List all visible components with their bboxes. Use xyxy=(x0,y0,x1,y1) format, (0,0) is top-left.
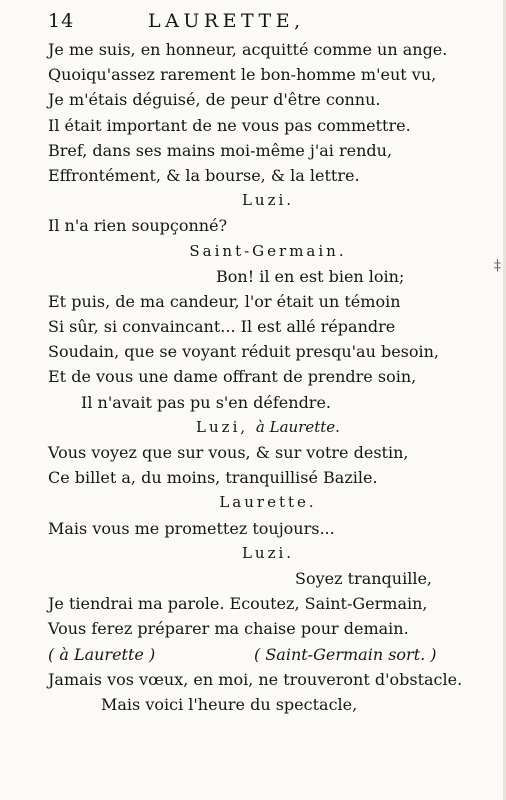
verse-line: Et puis, de ma candeur, l'or était un témoin xyxy=(48,291,401,311)
speaker-laurette: Laurette. xyxy=(219,493,317,512)
verse-line: Bon! il en est bien loin; xyxy=(216,266,405,286)
verse-line: Quoiqu'assez rarement le bon-homme m'eut vu, xyxy=(48,65,437,85)
verse-line: Il n'a rien soupçonné? xyxy=(48,216,228,236)
page-header xyxy=(0,10,506,36)
running-title: LAURETTE, xyxy=(148,10,305,32)
speaker-luzi: Luzi. xyxy=(241,191,295,210)
stage-direction-sort: ( Saint-Germain sort. ) xyxy=(254,644,437,664)
verse-line: Ce billet a, du moins, tranquillisé Bazile. xyxy=(48,468,378,488)
speaker-saint-germain: Saint-Germain. xyxy=(189,241,347,260)
stage-direction: à Laurette. xyxy=(255,417,340,436)
verse-line: Bref, dans ses mains moi-même j'ai rendu, xyxy=(48,140,393,160)
verse-text xyxy=(0,37,506,717)
margin-mark: ‡ xyxy=(494,258,501,274)
verse-line: Mais voici l'heure du spectacle, xyxy=(101,694,358,714)
verse-line: Effrontément, & la bourse, & la lettre. xyxy=(48,165,360,185)
verse-line: Jamais vos vœux, en moi, ne trouveront d'obstacle. xyxy=(48,669,463,689)
verse-line: Il était important de ne vous pas commettre. xyxy=(48,115,411,135)
speaker-name: Luzi, xyxy=(196,417,249,436)
verse-line: Vous voyez que sur vous, & sur votre destin, xyxy=(48,443,409,462)
verse-line: Je tiendrai ma parole. Ecoutez, Saint-Germain, xyxy=(48,594,428,614)
verse-line: Il n'avait pas pu s'en défendre. xyxy=(81,392,332,412)
verse-line: Je m'étais déguisé, de peur d'être connu. xyxy=(48,90,381,110)
verse-line: Si sûr, si convaincant... Il est allé répandre xyxy=(48,317,396,337)
verse-line: Vous ferez préparer ma chaise pour demain. xyxy=(48,619,409,639)
verse-line: Je me suis, en honneur, acquitté comme un ange. xyxy=(48,40,448,59)
verse-line: Soudain, que se voyant réduit presqu'au besoin, xyxy=(48,342,440,362)
stage-direction-line xyxy=(0,642,506,667)
verse-line: Soyez tranquille, xyxy=(295,568,432,588)
stage-direction-a-laurette: ( à Laurette ) xyxy=(48,644,156,664)
page-number: 14 xyxy=(48,10,75,32)
verse-line: Mais vous me promettez toujours... xyxy=(48,518,335,538)
speaker-luzi-a-laurette xyxy=(0,415,506,440)
verse-line: Et de vous une dame offrant de prendre soin, xyxy=(48,367,417,387)
speaker-luzi: Luzi. xyxy=(241,543,295,562)
